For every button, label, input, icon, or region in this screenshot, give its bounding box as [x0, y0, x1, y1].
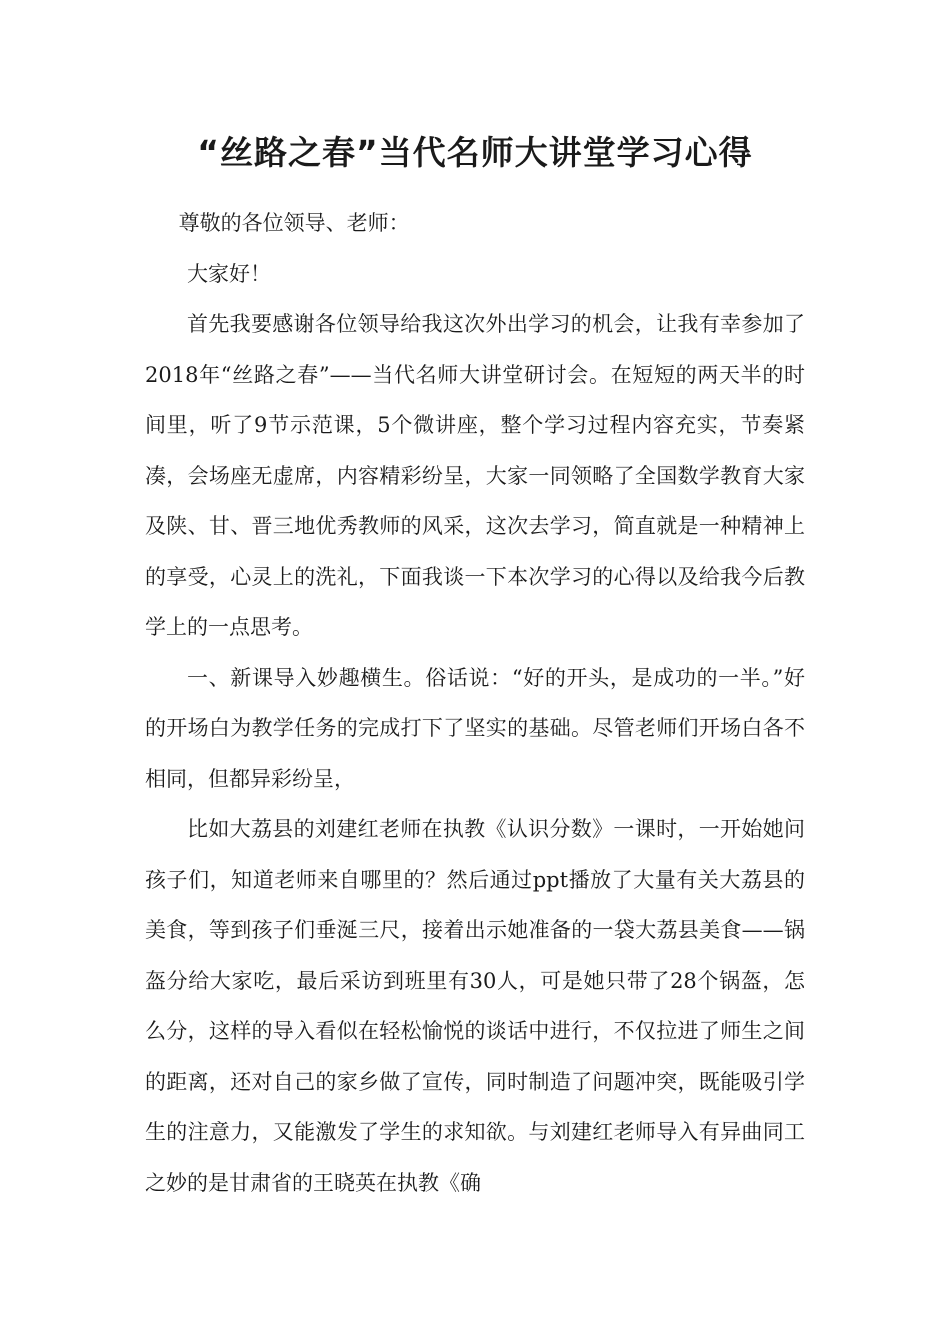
paragraph-intro: 首先我要感谢各位领导给我这次外出学习的机会，让我有幸参加了2018年“丝路之春”——当代名师大讲堂研讨会。在短短的两天半的时间里，听了9节示范课，5个微讲座，整个学习过程内容充实，节奏紧凑，会场座无虚席，内容精彩纷呈，大家一同领略了全国数学教育大家及陕、甘、晋三地优秀教师的风采，这次去学习，简直就是一种精神上的享受，心灵上的洗礼，下面我谈一下本次学习的心得以及给我今后教学上的一点思考。 — [145, 312, 805, 639]
paragraph-example: 比如大荔县的刘建红老师在执教《认识分数》一课时，一开始她问孩子们，知道老师来自哪里的？然后通过ppt播放了大量有关大荔县的美食，等到孩子们垂涎三尺，接着出示她准备的一袋大荔县美食——锅盔分给大家吃，最后采访到班里有30人，可是她只带了28个锅盔，怎么分，这样的导入看似在轻松愉悦的谈话中进行，不仅拉进了师生之间的距离，还对自己的家乡做了宣传，同时制造了问题冲突，既能吸引学生的注意力，又能激发了学生的求知欲。与刘建红老师导入有异曲同工之妙的是甘肃省的王晓英在执教《确 — [145, 817, 805, 1195]
document-title: “丝路之春”当代名师大讲堂学习心得 — [197, 133, 753, 172]
salutation: 尊敬的各位领导、老师： — [178, 211, 410, 235]
paragraph-section-one: 一、新课导入妙趣横生。俗话说：“好的开头，是成功的一半。”好的开场白为教学任务的完成打下了坚实的基础。尽管老师们开场白各不相同，但都异彩纷呈， — [145, 665, 805, 791]
greeting: 大家好！ — [187, 261, 271, 286]
document-body — [145, 198, 805, 1208]
